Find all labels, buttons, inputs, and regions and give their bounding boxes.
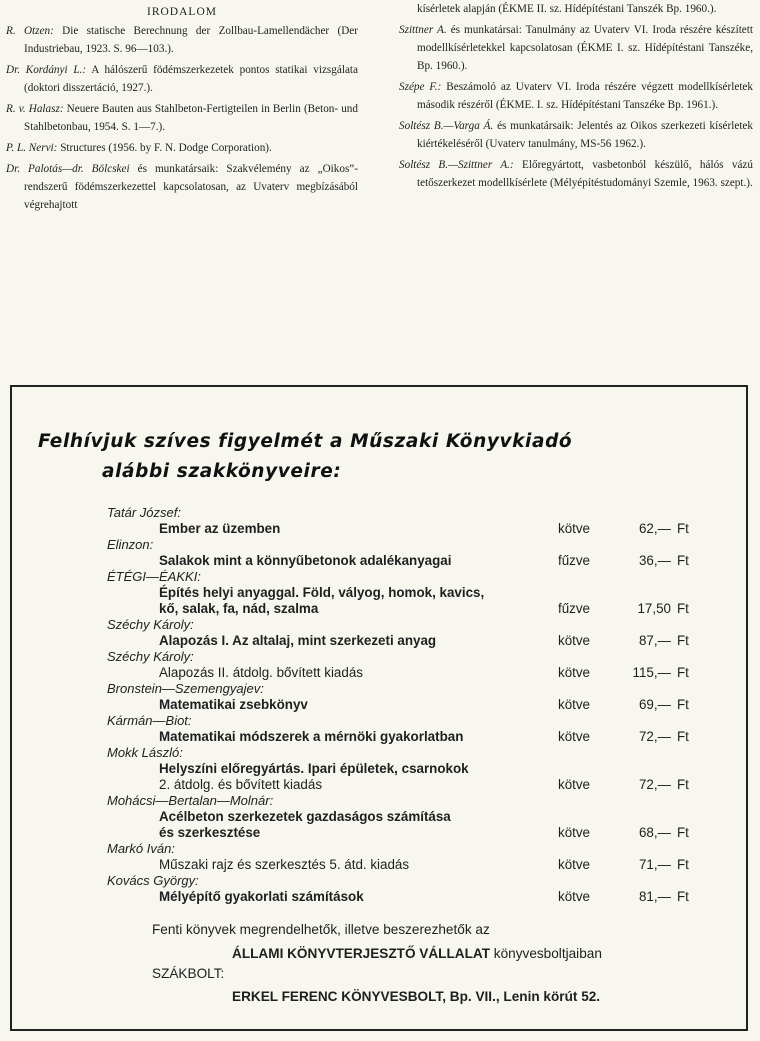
book-currency: Ft [677,777,689,792]
book-binding: kötve [558,521,591,536]
book-entry [107,745,707,793]
advertisement-title-line2: alábbi szakkönyveire: [102,461,342,482]
book-author: Széchy Károly: [107,649,194,664]
reference-author: Szittner A. [399,24,447,36]
book-currency: Ft [677,553,689,568]
book-currency: Ft [677,729,689,744]
book-title: Ember az üzemben [159,521,281,536]
reference-text: Structures (1956. by F. N. Dodge Corporation). [57,142,272,154]
book-currency: Ft [677,825,689,840]
references-left-column [6,0,358,217]
book-entry [107,617,707,649]
reference-author: Soltész B.—Szittner A.: [399,159,514,171]
book-entry [107,873,707,905]
reference-author: R. v. Halasz: [6,103,64,115]
book-price: 81,— [638,889,671,904]
book-title: Építés helyi anyaggal. Föld, vályog, homok, kavics, [159,585,485,600]
book-author: Mohácsi—Bertalan—Molnár: [107,793,274,808]
footer-shop-label: SZÁKBOLT: [152,966,225,981]
book-binding: kötve [558,633,591,648]
book-author: Széchy Károly: [107,617,194,632]
book-price: 87,— [638,633,671,648]
book-binding: kötve [558,777,591,792]
reference-text: Előregyártott, vasbetonból készülő, hálós vázú tetőszerkezet modellkísérlete (Mélyépítéstudományi Szemle, 1963. szept.). [417,159,753,189]
book-title: és szerkesztése [159,825,261,840]
book-entry [107,681,707,713]
reference-text: Neuere Bauten aus Stahlbeton-Fertigteilen in Berlin (Beton- und Stahlbetonbau, 1954. S. 1—7.). [24,103,358,133]
reference-entry [399,78,753,114]
book-price: 17,50 [637,601,671,616]
book-price: 72,— [638,777,671,792]
advertisement-title [38,427,728,487]
references-right-column [399,0,753,195]
distributor-name: ÁLLAMI KÖNYVTERJESZTŐ VÁLLALAT [232,946,491,961]
reference-author: P. L. Nervi: [6,142,58,154]
book-currency: Ft [677,857,689,872]
book-author: Kovács György: [107,873,199,888]
reference-text: és munkatársai: Tanulmány az Uvaterv VI. Iroda részére készített modellkísérletekkel kapcsolatosan (ÉKME I. sz. Hídépítéstani Tanszéke, Bp. 1960.). [417,24,753,72]
book-binding: kötve [558,697,591,712]
book-currency: Ft [677,665,689,680]
book-entry [107,505,707,537]
reference-text: kísérletek alapján (ÉKME II. sz. Hídépítéstani Tanszék Bp. 1960.). [417,3,717,15]
reference-entry [6,22,358,58]
book-binding: kötve [558,889,591,904]
book-entry [107,713,707,745]
reference-entry [399,117,753,153]
reference-text: Die statische Berechnung der Zollbau-Lamellendächer (Der Industriebau, 1923. S. 96—103.). [24,25,358,55]
book-currency: Ft [677,521,689,536]
reference-entry [6,61,358,97]
book-binding: fűzve [558,601,591,616]
book-author: Tatár József: [107,505,181,520]
book-title: Salakok mint a könnyűbetonok adalékanyagai [159,553,452,568]
footer-shop-address: ERKEL FERENC KÖNYVESBOLT, Bp. VII., Lenin körút 52. [232,989,601,1004]
references-heading: IRODALOM [147,6,217,18]
book-binding: kötve [558,665,591,680]
book-binding: kötve [558,729,591,744]
book-title: Mélyépítő gyakorlati számítások [159,889,364,904]
book-title: kő, salak, fa, nád, szalma [159,601,319,616]
reference-entry [399,0,753,18]
distributor-suffix: könyvesboltjaiban [490,946,602,961]
book-title: Alapozás II. átdolg. bővített kiadás [159,665,363,680]
book-author: Mokk László: [107,745,183,760]
reference-text: és munkatársaik: Szakvélemény az „Oikos”-rendszerű födémszerkezettel kapcsolatosan, az Uvaterv megbízásából végrehajtott [24,163,358,211]
book-title: Matematikai módszerek a mérnöki gyakorlatban [159,729,464,744]
advertisement-box [10,385,748,1031]
reference-entry [399,156,753,192]
reference-author: Dr. Palotás—dr. Bölcskei [6,163,130,175]
advertisement-title-line1: Felhívjuk szíves figyelmét a Műszaki Könyvkiadó [38,431,573,452]
reference-text: és munkatársaik: Jelentés az Oikos szerkezeti kísérletek kiértékeléséről (Uvaterv tanulmány, MS-56 1962.). [417,120,753,150]
book-author: ÉTÉGI—ÉAKKI: [107,569,201,584]
book-entry [107,537,707,569]
book-price: 36,— [638,553,671,568]
book-price: 62,— [638,521,671,536]
book-price: 68,— [638,825,671,840]
book-entry [107,649,707,681]
reference-author: Szépe F.: [399,81,442,93]
book-price: 69,— [638,697,671,712]
reference-entry [399,21,753,75]
reference-author: Soltész B.—Varga Á. [399,120,494,132]
book-price: 71,— [638,857,671,872]
book-title: Matematikai zsebkönyv [159,697,308,712]
book-entry [107,569,707,617]
book-binding: kötve [558,857,591,872]
book-author: Bronstein—Szemengyajev: [107,681,264,696]
book-title: Acélbeton szerkezetek gazdaságos számítása [159,809,451,824]
footer-distributor [232,946,602,961]
book-title: Helyszíni előregyártás. Ipari épületek, csarnokok [159,761,469,776]
book-author: Markó Iván: [107,841,175,856]
book-price: 72,— [638,729,671,744]
book-binding: kötve [558,825,591,840]
book-currency: Ft [677,697,689,712]
reference-entry [6,139,358,157]
book-currency: Ft [677,633,689,648]
book-list [107,505,707,905]
footer-order-note: Fenti könyvek megrendelhetők, illetve beszerezhetők az [152,922,490,937]
book-entry [107,793,707,841]
reference-author: Dr. Kordányi L.: [6,64,87,76]
book-title: Alapozás I. Az altalaj, mint szerkezeti anyag [159,633,437,648]
reference-text: A hálószerű födémszerkezetek pontos statikai vizsgálata (doktori disszertáció, 1927.). [24,64,358,94]
book-entry [107,841,707,873]
reference-author: R. Otzen: [6,25,54,37]
book-currency: Ft [677,601,689,616]
reference-entry [6,160,358,214]
book-author: Kármán—Biot: [107,713,192,728]
reference-text: Beszámoló az Uvaterv VI. Iroda részére végzett modellkísérletek második részéről (ÉKME. I. sz. Hídépítéstani Tanszéke Bp. 1961.). [417,81,753,111]
book-author: Elinzon: [107,537,154,552]
book-title: 2. átdolg. és bővített kiadás [159,777,323,792]
book-title: Műszaki rajz és szerkesztés 5. átd. kiadás [159,857,410,872]
book-price: 115,— [632,665,671,680]
book-binding: fűzve [558,553,591,568]
reference-entry [6,100,358,136]
book-currency: Ft [677,889,689,904]
